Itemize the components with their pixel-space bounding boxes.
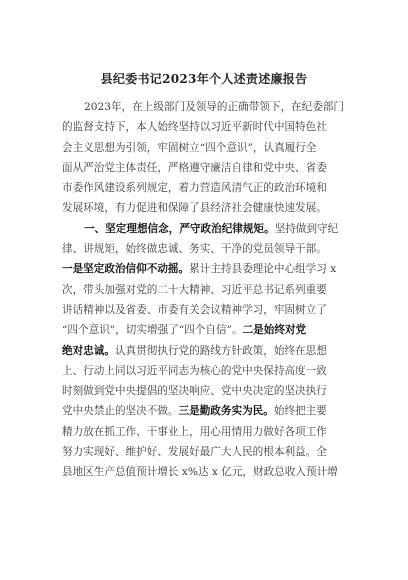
text-line — [62, 381, 352, 401]
body-text: 坚持做到守纪 — [274, 222, 339, 235]
text-line — [62, 239, 352, 259]
body-text: “四个意识”，切实增强了“四个自信”。 — [62, 324, 243, 337]
bold-heading-text: 二是始终对党 — [242, 324, 307, 337]
body-text: 累计主持县委理论中心组学习 x — [189, 263, 337, 276]
text-line — [62, 442, 352, 462]
body-text: 认真贯彻执行党的路线方针政策，始终在思想 — [114, 344, 327, 357]
text-line — [62, 178, 352, 198]
body-text: 上、行动上同以习近平同志为核心的党中央保持高度一致 — [62, 364, 327, 377]
body-text: 律、讲规矩，始终做忠诚、务实、干净的党员领导干部。 — [62, 243, 327, 256]
bold-heading-text: 一是坚定政治信仰不动摇。 — [62, 263, 190, 276]
body-text: 县地区生产总值预计增长 x%达 x 亿元，财政总收入预计增 — [62, 466, 338, 479]
body-text: 始终把主要 — [273, 405, 327, 418]
body-text: 市委作风建设系列规定，着力营造风清气正的政治环境和 — [62, 182, 327, 195]
body-text: 2023年，在上级部门及领导的正确带领下，在纪委部门 — [84, 101, 345, 113]
text-line — [62, 280, 352, 300]
body-text: 次，带头加强对党的二十大精神、习近平总书记系列重要 — [62, 283, 327, 296]
body-text: 党中央禁止的坚决不做。 — [62, 405, 179, 418]
text-line — [62, 300, 352, 320]
text-line — [62, 259, 352, 279]
bold-heading-text: 绝对忠诚。 — [62, 344, 115, 357]
text-line — [62, 158, 352, 178]
text-line — [62, 341, 352, 361]
text-line — [62, 401, 352, 421]
text-line — [62, 138, 352, 158]
document-body — [62, 97, 352, 483]
text-line — [62, 117, 352, 137]
text-line — [62, 97, 352, 117]
body-text: 发展环境，有力促进和保障了县经济社会健康快速发展。 — [62, 202, 327, 215]
bold-heading-text: 一、坚定理想信念，严守政治纪律规矩。 — [84, 222, 275, 235]
body-text: 努力实现好、维护好、发展好最广大人民的根本利益。全 — [62, 446, 327, 459]
body-text: 讲话精神以及省委、市委有关会议精神学习，牢固树立了 — [62, 303, 327, 316]
body-text: 的监督支持下，本人始终坚持以习近平新时代中国特色社 — [62, 121, 327, 134]
body-text: 面从严治党主体责任，严格遵守廉洁自律和党中央、省委 — [62, 161, 327, 174]
text-line — [62, 462, 352, 482]
body-text: 会主义思想为引领，牢固树立“四个意识”，认真履行全 — [62, 141, 317, 154]
bold-heading-text: 三是勤政务实为民。 — [178, 405, 274, 418]
text-line — [62, 361, 352, 381]
body-text: 时刻做到党中央提倡的坚决响应、党中央决定的坚决执行 — [62, 385, 327, 398]
text-line — [62, 219, 352, 239]
text-line — [62, 198, 352, 218]
text-line — [62, 320, 352, 340]
body-text: 精力放在抓工作、干事业上，用心用情用力做好各项工作 — [62, 425, 327, 438]
text-line — [62, 422, 352, 442]
document-title: 县纪委书记2023年个人述责述廉报告 — [100, 72, 308, 86]
